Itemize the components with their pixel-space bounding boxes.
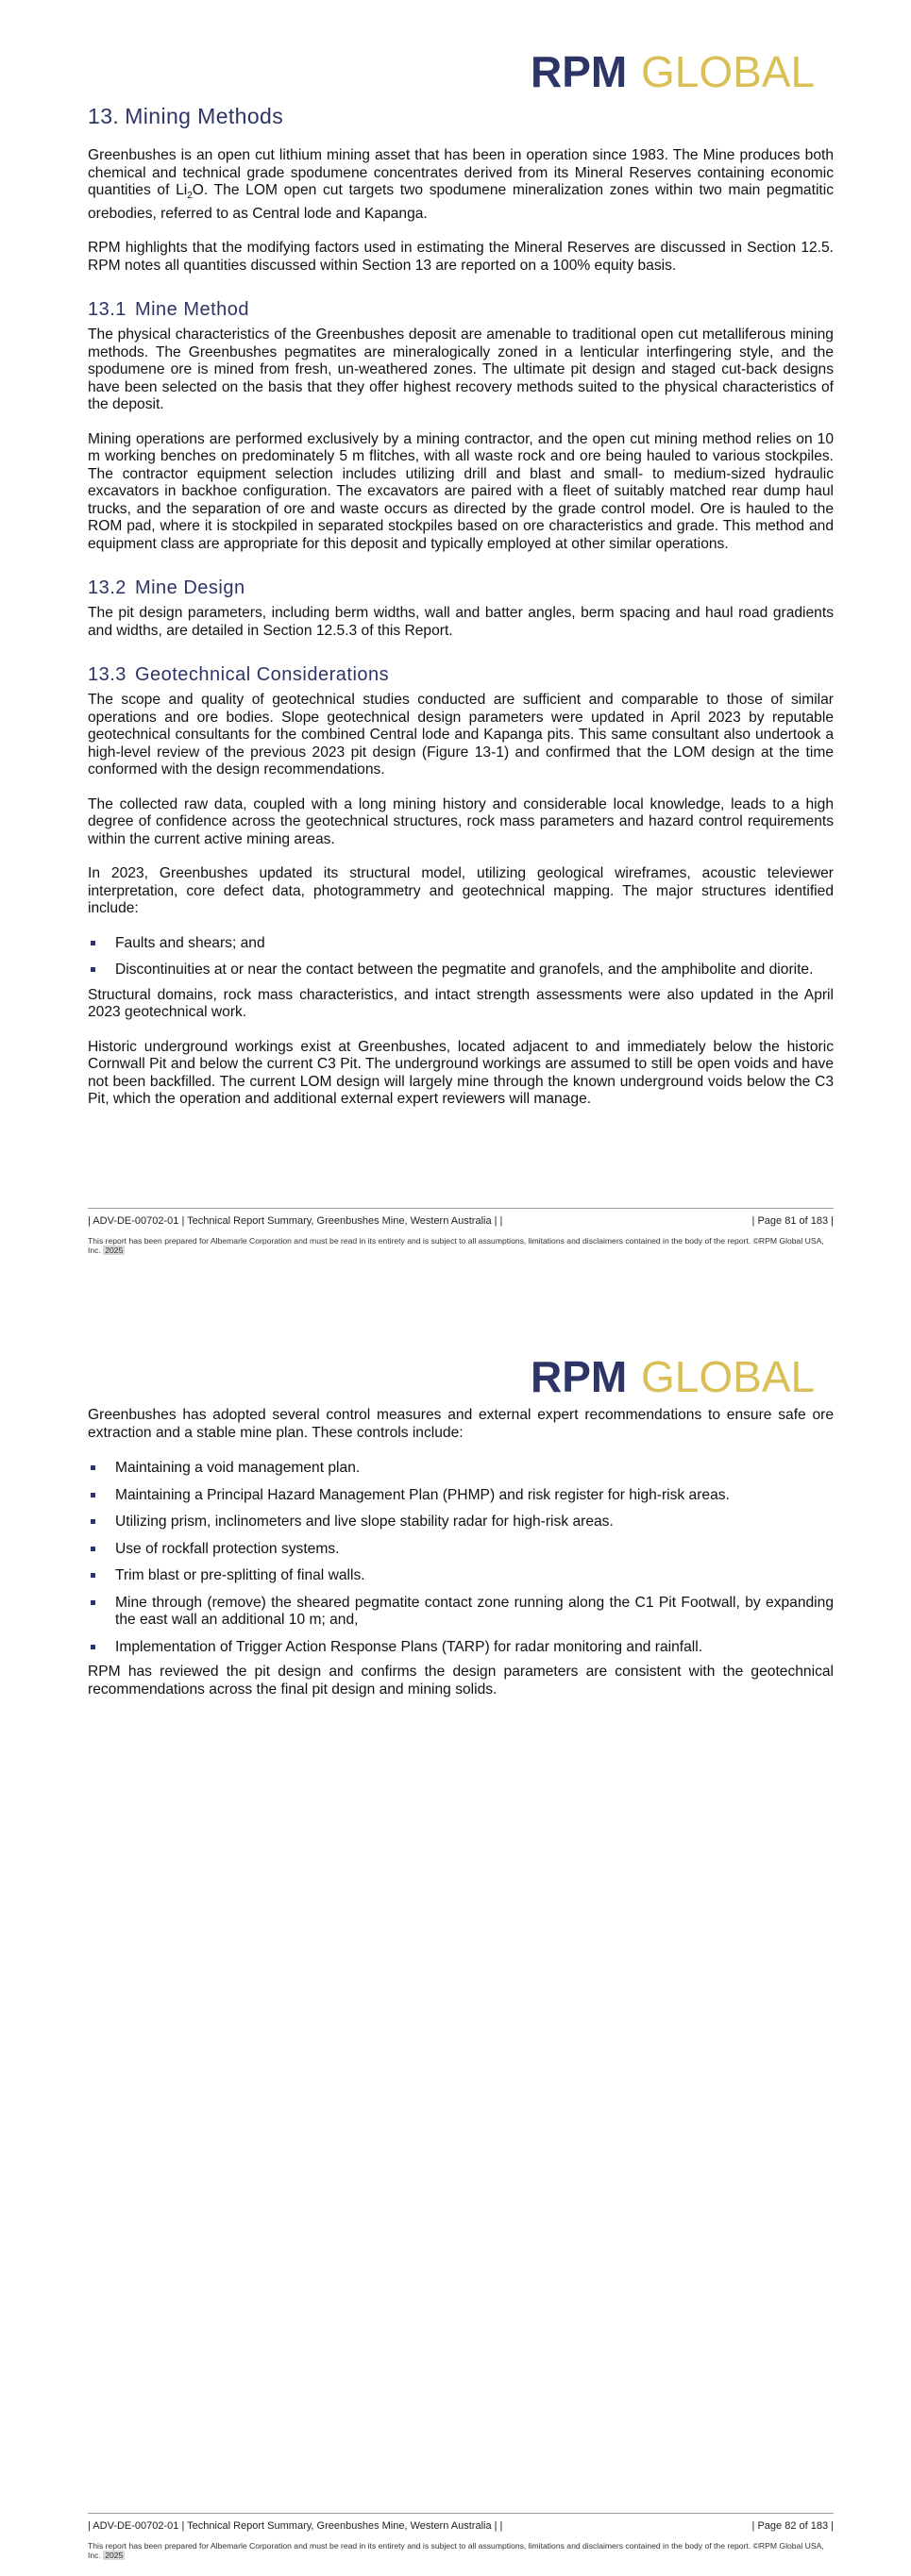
footer-disclaimer [88,2541,834,2560]
geotech-paragraph-5: Historic underground workings exist at Greenbushes, located adjacent to and immediately below the historic Cornwall Pit and below the current C3 Pit. The underground workings are assumed to still be open voids and have not been backfilled. The current LOM design will largely mine through the known underground voids below the C3 Pit, which the operation and additional external expert reviewers will manage. [88,1038,834,1108]
page-81-content [88,104,834,1109]
list-item [88,1514,834,1531]
section-13-1-heading [88,299,834,321]
list-item-text: Maintaining a Principal Hazard Management Plan (PHMP) and risk register for high-risk areas. [115,1486,730,1503]
logo-rpm-text: RPM [531,1354,628,1399]
mine-method-paragraph-2: Mining operations are performed exclusively by a mining contractor, and the open cut mining method relies on 10 m working benches on predominately 5 m flitches, with all waste rock and ore being hauled to various stockpiles. The contractor equipment selection includes utilizing drill and blast and small- to medium-sized hydraulic excavators in backhoe configuration. The excavators are paired with a fleet of suitably matched rear dump haul trucks, and the separation of ore and waste occurs as directed by the grade control model. Ore is hauled to the ROM pad, where it is stockpiled in separated stockpiles based on ore characteristics and grade. This method and equipment class are appropriate for this deposit and typically employed at other similar operations. [88,430,834,552]
geotech-paragraph-2: The collected raw data, coupled with a long mining history and considerable local knowledge, leads to a high degree of confidence across the geotechnical structures, rock mass parameters and hazard control requirements within the current active mining areas. [88,795,834,847]
chapter-heading [88,104,834,129]
footer-page-number: | Page 82 of 183 | [751,2520,834,2532]
page-82-content [88,1407,834,1698]
section-title: Mine Design [134,577,245,599]
list-item [88,1487,834,1505]
list-item [88,1639,834,1657]
mine-method-paragraph-1: The physical characteristics of the Greenbushes deposit are amenable to traditional open cut metalliferous mining methods. The Greenbushes pegmatites are mineralogically zoned in a lenticular interfingering style, and the spodumene ore is mined from fresh, un-weathered zones. The ultimate pit design and staged cut-back designs have been selected on the basis that they offer highest recovery methods suited to the physical characteristics of the deposit. [88,326,834,413]
section-title: Geotechnical Considerations [134,664,390,686]
intro-p1-text-b: O. The LOM open cut targets two spodumene mineralization zones within two main pegmatitic orebodies, referred to as Central lode and Kapanga. [88,182,834,222]
geotech-paragraph-1: The scope and quality of geotechnical studies conducted are sufficient and comparable to those of similar operations and ore bodies. Slope geotechnical design parameters were updated in April 2023 by reputable geotechnical consultants for the combined Central lode and Kapanga pits. This same consultant also undertook a high-level review of the previous 2023 pit design (Figure 13-1) and confirmed that the LOM design at the time conformed with the design recommendations. [88,692,834,778]
section-title: Mine Method [134,299,250,321]
bullet-icon [91,967,95,972]
rpm-global-logo-mark [531,1354,831,1399]
logo-global-text: GLOBAL [641,49,816,94]
rpm-global-logo [531,1354,831,1399]
footer-disclaimer [88,1236,834,1255]
rpm-global-logo [531,49,831,94]
controls-intro-paragraph: Greenbushes has adopted several control measures and external expert recommendations to ensure safe ore extraction and a stable mine plan. These controls include: [88,1407,834,1441]
bullet-icon [91,1519,95,1524]
list-item-text: Trim blast or pre-splitting of final walls. [115,1567,365,1583]
geotech-paragraph-4: Structural domains, rock mass characteristics, and intact strength assessments were also updated in the April 2023 geotechnical work. [88,986,834,1021]
li2o-subscript: 2 [187,191,193,202]
section-number: 13.1 [88,299,127,321]
controls-conclusion-paragraph: RPM has reviewed the pit design and confirms the design parameters are consistent with the geotechnical recommendations across the final pit design and mining solids. [88,1664,834,1698]
disclaimer-text: This report has been prepared for Albemarle Corporation and must be read in its entirety and is subject to all assumptions, limitations and disclaimers contained in the body of the report. ©RPM Global USA, Inc. [88,2541,824,2560]
footer-page-number: | Page 81 of 183 | [751,1215,834,1227]
footer-document-reference: | ADV-DE-00702-01 | Technical Report Summary, Greenbushes Mine, Western Australia | | [88,2520,503,2532]
section-13-3-heading [88,664,834,686]
structures-list [88,935,834,979]
bullet-icon [91,941,95,945]
controls-list [88,1460,834,1656]
list-item-text: Utilizing prism, inclinometers and live slope stability radar for high-risk areas. [115,1514,614,1530]
list-item-text: Faults and shears; and [115,934,265,951]
bullet-icon [91,1547,95,1551]
footer-document-reference: | ADV-DE-00702-01 | Technical Report Summary, Greenbushes Mine, Western Australia | | [88,1215,503,1227]
rpm-global-logo-mark [531,49,831,94]
logo-rpm-text: RPM [531,49,628,94]
list-item [88,1541,834,1559]
list-item [88,1460,834,1478]
list-item [88,1595,834,1630]
page-81-footer [88,1208,834,1255]
list-item-text: Mine through (remove) the sheared pegmatite contact zone running along the C1 Pit Footwall, by expanding the east wall an additional 10 m; and, [115,1594,834,1628]
section-13-2-heading [88,577,834,599]
list-item-text: Implementation of Trigger Action Response Plans (TARP) for radar monitoring and rainfall. [115,1638,703,1655]
bullet-icon [91,1465,95,1470]
list-item-text: Maintaining a void management plan. [115,1460,361,1476]
page-82-footer [88,2513,834,2560]
bullet-icon [91,1600,95,1605]
page-82 [0,1288,911,2576]
intro-paragraph-2: RPM highlights that the modifying factors used in estimating the Mineral Reserves are discussed in Section 12.5. RPM notes all quantities discussed within Section 13 are reported on a 100% equity basis. [88,240,834,274]
footer-divider [88,2513,834,2514]
chapter-title: Mining Methods [125,104,284,128]
section-number: 13.3 [88,664,127,686]
list-item [88,935,834,953]
disclaimer-text: This report has been prepared for Albemarle Corporation and must be read in its entirety and is subject to all assumptions, limitations and disclaimers contained in the body of the report. ©RPM Global USA, Inc. [88,1236,824,1255]
footer-line [88,1215,834,1227]
disclaimer-year: 2025 [105,2551,124,2560]
geotech-paragraph-3: In 2023, Greenbushes updated its structural model, utilizing geological wireframes, acoustic televiewer interpretation, core defect data, photogrammetry and geotechnical mapping. The major structures identified include: [88,865,834,917]
logo-global-text: GLOBAL [641,1354,816,1399]
chapter-number: 13. [88,104,120,128]
list-item [88,1567,834,1585]
disclaimer-year: 2025 [105,1246,124,1255]
mine-design-paragraph-1: The pit design parameters, including berm widths, wall and batter angles, berm spacing and haul road gradients and widths, are detailed in Section 12.5.3 of this Report. [88,605,834,639]
intro-p1-text-a: Greenbushes is an open cut lithium mining asset that has been in operation since 1983. The Mine produces both chemical and technical grade spodumene concentrates derived from its Mineral Reserves containing economic quantities of Li [88,147,834,198]
bullet-icon [91,1645,95,1649]
list-item [88,962,834,979]
list-item-text: Use of rockfall protection systems. [115,1540,340,1557]
intro-paragraph-1 [88,147,834,223]
bullet-icon [91,1573,95,1578]
section-number: 13.2 [88,577,127,599]
footer-line [88,2520,834,2532]
list-item-text: Discontinuities at or near the contact between the pegmatite and granofels, and the amphibolite and diorite. [115,962,814,979]
bullet-icon [91,1493,95,1497]
footer-divider [88,1208,834,1209]
